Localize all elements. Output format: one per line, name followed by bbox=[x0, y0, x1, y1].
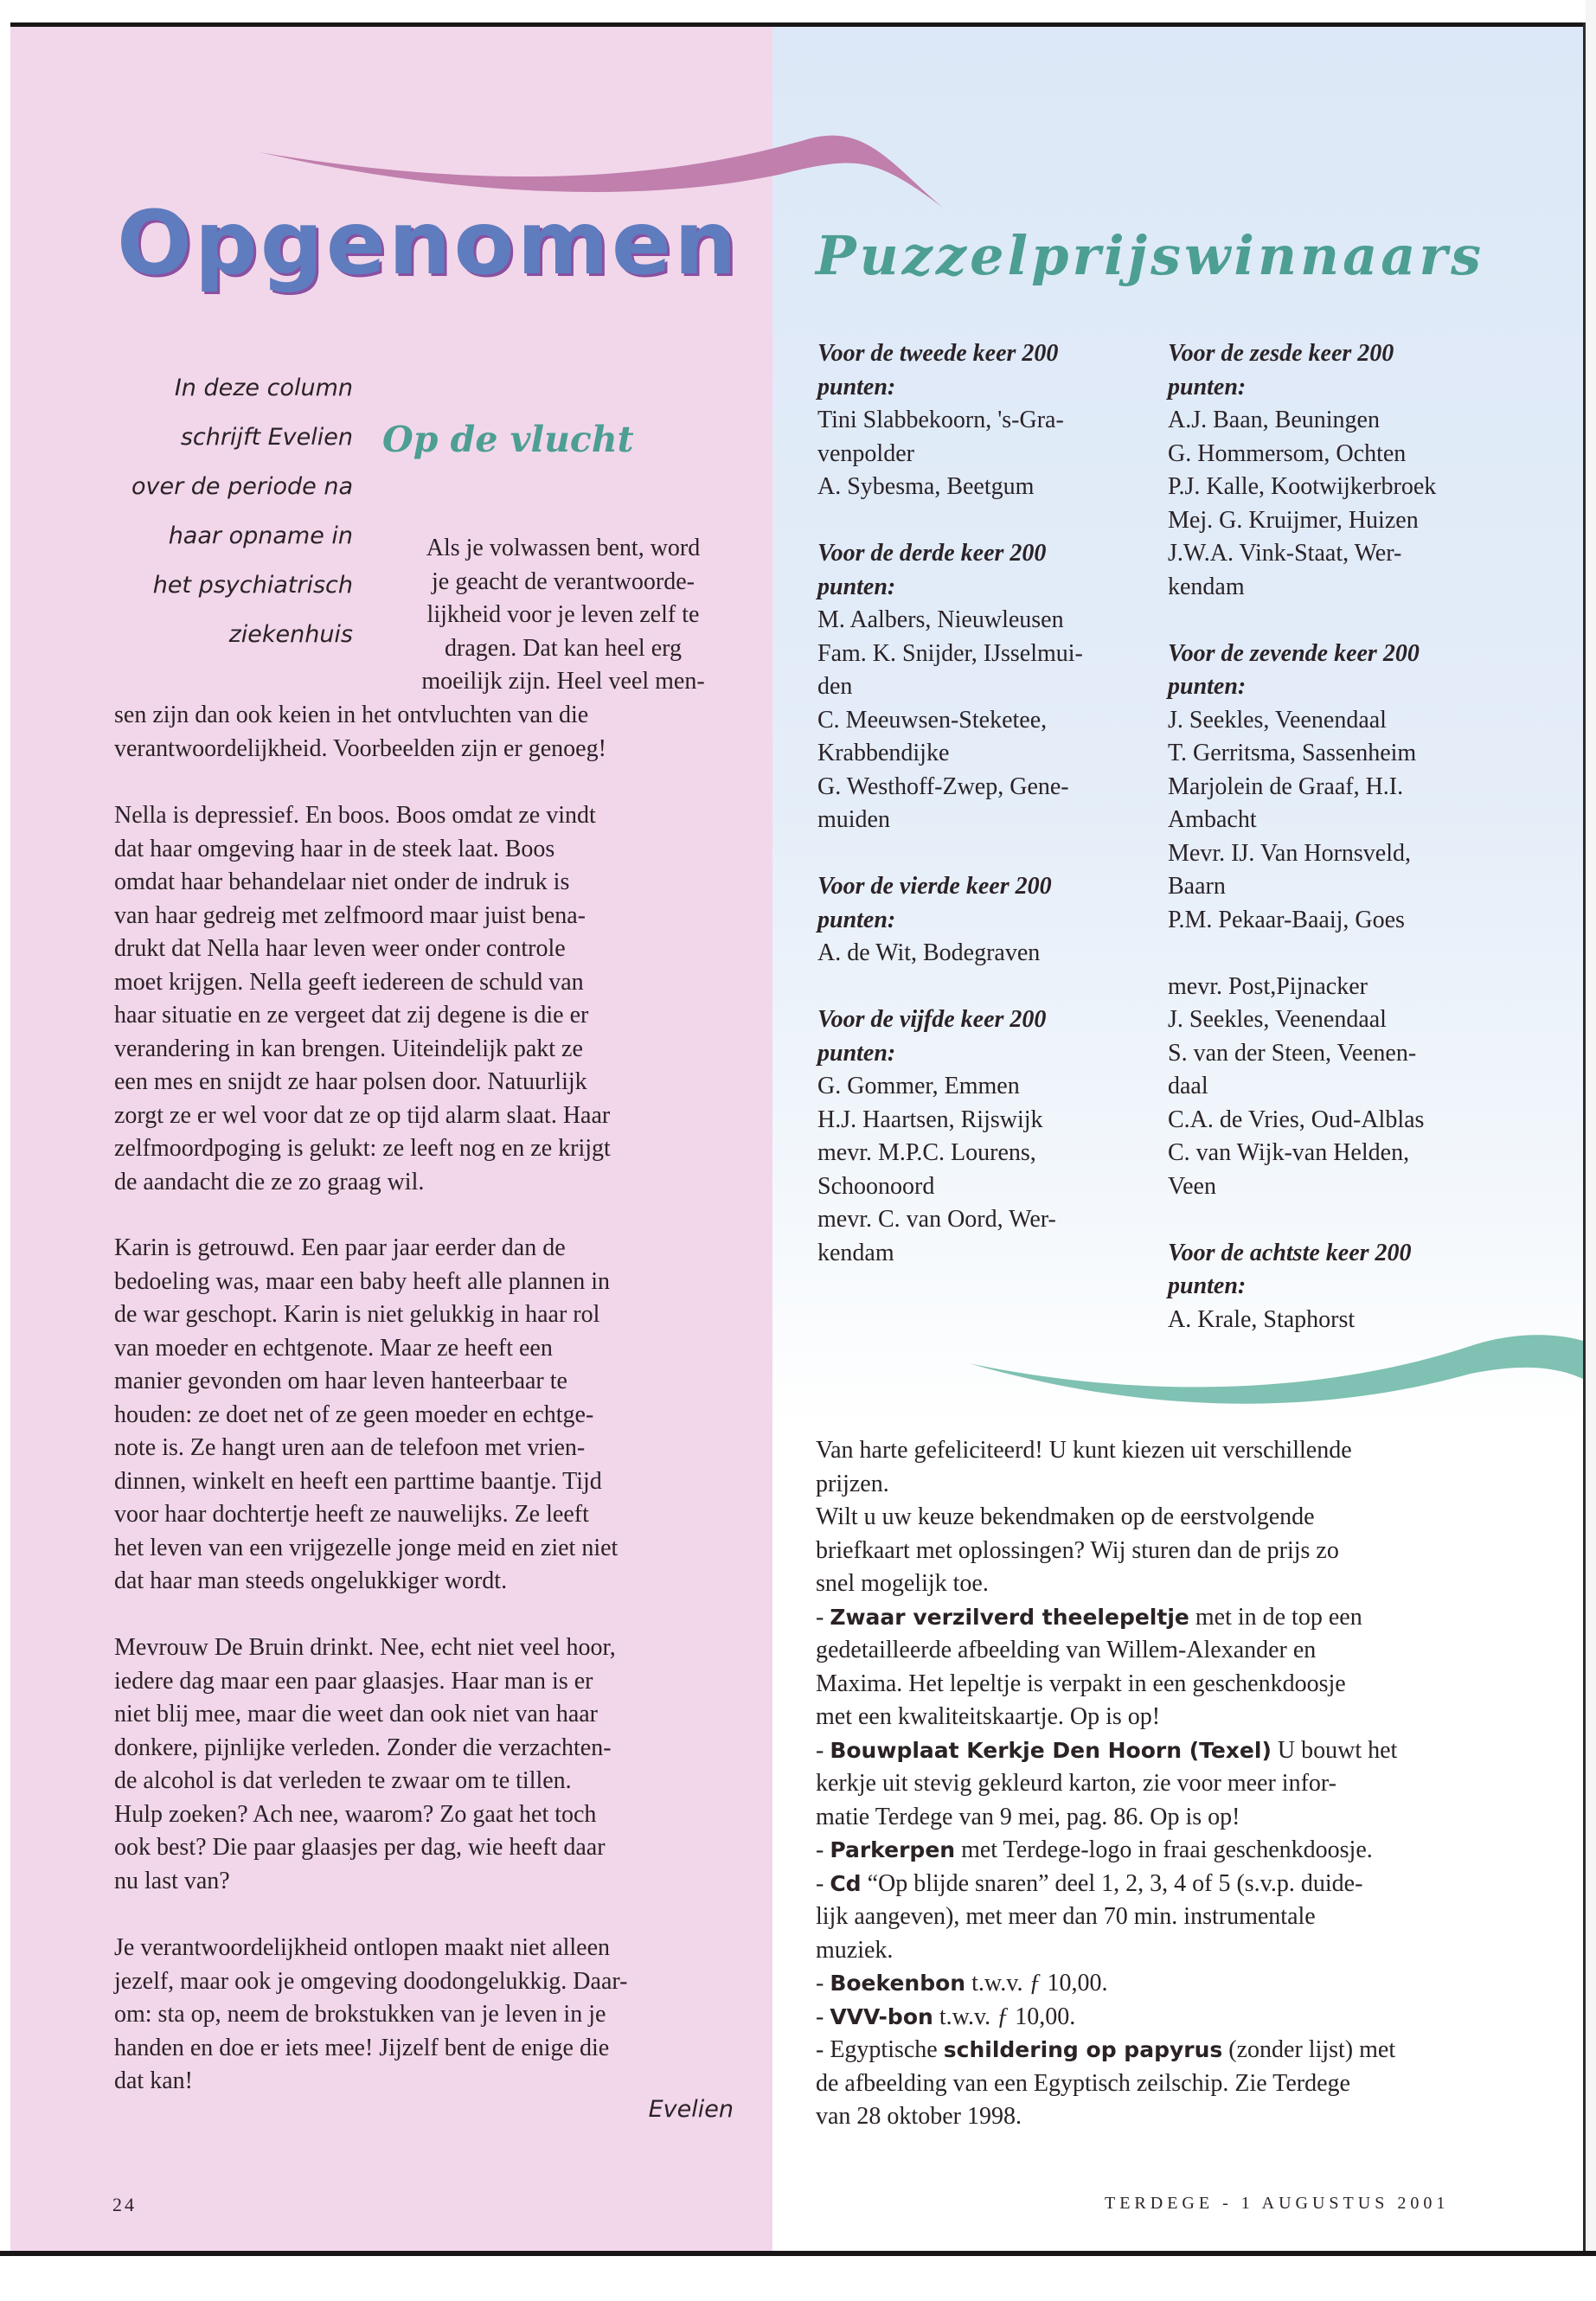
winner-name: Baarn bbox=[1168, 873, 1226, 900]
winners-group-heading: Voor de achtste keer 200 bbox=[1168, 1239, 1412, 1266]
winners-group-heading: Voor de derde keer 200 bbox=[817, 540, 1047, 567]
winners-group-heading: Voor de zesde keer 200 bbox=[1168, 340, 1394, 367]
scan-border-left bbox=[0, 0, 10, 2301]
winners-group-heading: Voor de vierde keer 200 bbox=[817, 873, 1052, 900]
winners-group bbox=[817, 337, 1129, 504]
prize-line bbox=[816, 1934, 1473, 1968]
text-line: de war geschopt. Karin is niet gelukkig in haar rol bbox=[114, 1301, 600, 1328]
winner-name: mevr. Post,Pijnacker bbox=[1168, 972, 1368, 1000]
winners-group bbox=[1168, 337, 1548, 604]
prizes-list bbox=[816, 1434, 1473, 2134]
prize-name: Bouwplaat Kerkje Den Hoorn (Texel) bbox=[830, 1737, 1272, 1763]
winners-group-heading: punten: bbox=[817, 906, 896, 933]
text-line: je geacht de verantwoorde- bbox=[432, 567, 695, 595]
text-line: note is. Ze hangt uren aan de telefoon met vrien- bbox=[114, 1434, 586, 1461]
text-line: houden: ze doet net of ze geen moeder en echtge- bbox=[114, 1400, 594, 1428]
prize-line bbox=[816, 1434, 1473, 1468]
teal-swoosh bbox=[0, 1289, 1596, 1445]
winner-name: Ambacht bbox=[1168, 806, 1257, 833]
prize-text: - bbox=[816, 1836, 830, 1863]
winners-group bbox=[1168, 638, 1548, 938]
intro-line: ziekenhuis bbox=[228, 621, 353, 648]
text-line: de aandacht die ze zo graag wil. bbox=[114, 1168, 425, 1195]
prize-text: ƒ bbox=[997, 2003, 1010, 2030]
prize-line bbox=[816, 1900, 1473, 1934]
prize-text: - bbox=[816, 1736, 830, 1764]
winner-name: Tini Slabbekoorn, 's-Gra- bbox=[817, 407, 1064, 433]
text-line: handen en doe er iets mee! Jijzelf bent de enige die bbox=[114, 2034, 610, 2061]
prize-line bbox=[816, 1801, 1473, 1835]
text-line: Je verantwoordelijkheid ontlopen maakt niet alleen bbox=[114, 1934, 611, 1961]
prize-line bbox=[816, 2067, 1473, 2101]
winner-name: G. Hommersom, Ochten bbox=[1168, 439, 1407, 467]
winners-group-heading: punten: bbox=[817, 573, 896, 600]
prize-name: Cd bbox=[830, 1870, 862, 1896]
winner-name: A.J. Baan, Beuningen bbox=[1168, 407, 1380, 433]
winner-name: Fam. K. Snijder, IJsselmui- bbox=[817, 639, 1083, 667]
text-line: lijkheid voor je leven zelf te bbox=[426, 601, 700, 628]
text-line: Als je volwassen bent, word bbox=[426, 535, 701, 561]
text-line: het leven van een vrijgezelle jonge meid en ziet niet bbox=[114, 1534, 619, 1561]
winner-name: mevr. M.P.C. Lourens, bbox=[817, 1139, 1036, 1166]
winner-name: H.J. Haartsen, Rijswijk bbox=[817, 1106, 1043, 1133]
winner-name: Veen bbox=[1168, 1172, 1216, 1200]
text-line: niet blij mee, maar die weet dan ook niet van haar bbox=[114, 1701, 599, 1727]
article-paragraph-nella bbox=[114, 799, 744, 1199]
winner-name: Mevr. IJ. Van Hornsveld, bbox=[1168, 839, 1412, 867]
winner-name: C.A. de Vries, Oud-Alblas bbox=[1168, 1106, 1425, 1133]
winner-name: venpolder bbox=[817, 439, 914, 467]
winners-group bbox=[817, 537, 1129, 837]
prize-line bbox=[816, 1567, 1473, 1601]
intro-line: In deze column bbox=[174, 375, 353, 401]
intro-line: schrijft Evelien bbox=[180, 424, 353, 451]
prize-text: gedetailleerde afbeelding van Willem-Alexander en bbox=[816, 1637, 1317, 1663]
prize-name: Parkerpen bbox=[830, 1837, 956, 1862]
prize-text: - bbox=[816, 1869, 830, 1897]
winner-name: M. Aalbers, Nieuwleusen bbox=[817, 606, 1064, 633]
prize-text: t.w.v. bbox=[965, 1970, 1029, 1997]
prize-text: Wilt u uw keuze bekendmaken op de eerstvolgende bbox=[816, 1503, 1315, 1530]
text-line: Mevrouw De Bruin drinkt. Nee, echt niet veel hoor, bbox=[114, 1634, 616, 1661]
text-line: drukt dat Nella haar leven weer onder controle bbox=[114, 935, 566, 962]
prize-text: prijzen. bbox=[816, 1470, 889, 1497]
prize-text: Maxima. Het lepeltje is verpakt in een geschenkdoosje bbox=[816, 1670, 1346, 1697]
scan-edge-bottom bbox=[0, 2251, 1596, 2256]
scan-edge-top bbox=[0, 22, 1596, 27]
winners-group bbox=[817, 870, 1129, 971]
prize-text: van 28 oktober 1998. bbox=[816, 2103, 1022, 2130]
text-line: sen zijn dan ook keien in het ontvluchten van die bbox=[114, 702, 589, 728]
prize-text: briefkaart met oplossingen? Wij sturen dan de prijs zo bbox=[816, 1536, 1339, 1564]
prize-name: schildering op papyrus bbox=[943, 2037, 1223, 2062]
prize-text: U bouwt het bbox=[1271, 1736, 1398, 1764]
scan-border-top bbox=[0, 0, 1596, 22]
prize-name: Zwaar verzilverd theelepeltje bbox=[830, 1604, 1189, 1630]
prize-line bbox=[816, 1967, 1473, 2001]
text-line: iedere dag maar een paar glaasjes. Haar man is er bbox=[114, 1667, 593, 1695]
prize-line bbox=[816, 1535, 1473, 1568]
text-line: nu last van? bbox=[114, 1867, 230, 1894]
winner-name: J.W.A. Vink-Staat, Wer- bbox=[1168, 540, 1402, 567]
text-line: verantwoordelijkheid. Voorbeelden zijn er genoeg! bbox=[114, 734, 606, 762]
column-title: Opgenomen bbox=[117, 192, 740, 295]
prize-text: (zonder lijst) met bbox=[1222, 2036, 1396, 2063]
prize-line bbox=[816, 1701, 1473, 1734]
text-line: zorgt ze er wel voor dat ze op tijd alarm slaat. Haar bbox=[114, 1101, 611, 1129]
winner-name: Schoonoord bbox=[817, 1172, 935, 1200]
winner-name: kendam bbox=[1168, 573, 1245, 600]
text-line: haar situatie en ze vergeet dat zij degene is die er bbox=[114, 1002, 589, 1029]
winners-group-heading: punten: bbox=[1168, 673, 1247, 700]
winner-name: A. Krale, Staphorst bbox=[1168, 1305, 1356, 1333]
article-signature: Evelien bbox=[648, 2096, 734, 2123]
text-line: Hulp zoeken? Ach nee, waarom? Zo gaat het toch bbox=[114, 1800, 597, 1828]
prize-line bbox=[816, 1501, 1473, 1535]
winner-name: P.J. Kalle, Kootwijkerbroek bbox=[1168, 473, 1437, 500]
winner-name: Krabbendijke bbox=[817, 740, 950, 766]
prize-text: met een kwaliteitskaartje. Op is op! bbox=[816, 1703, 1161, 1730]
intro-line: over de periode na bbox=[131, 473, 353, 500]
winner-name: S. van der Steen, Veenen- bbox=[1168, 1039, 1417, 1067]
prize-text: matie Terdege van 9 mei, pag. 86. Op is op! bbox=[816, 1803, 1240, 1830]
winner-name: den bbox=[817, 673, 853, 700]
prize-text: “Op blijde snaren” deel 1, 2, 3, 4 of 5 (s.v.p. duide- bbox=[861, 1869, 1363, 1897]
prize-line bbox=[816, 1668, 1473, 1702]
winner-name: T. Gerritsma, Sassenheim bbox=[1168, 740, 1417, 766]
prize-text: - Egyptische bbox=[816, 2036, 944, 2063]
text-line: dragen. Dat kan heel erg bbox=[445, 634, 682, 662]
prize-name: VVV-bon bbox=[830, 2003, 933, 2029]
prize-line bbox=[816, 1834, 1473, 1868]
text-line: van haar gedreig met zelfmoord maar juist bena- bbox=[114, 901, 586, 929]
winners-column-1 bbox=[817, 337, 1129, 1304]
prize-text: 10,00. bbox=[1009, 2003, 1076, 2030]
text-line: verandering in kan brengen. Uiteindelijk pakt ze bbox=[114, 1035, 583, 1062]
prize-text: snel mogelijk toe. bbox=[816, 1570, 989, 1597]
text-line: voor haar dochtertje heeft ze nauwelijks. Ze leeft bbox=[114, 1501, 589, 1528]
article-lead bbox=[382, 532, 744, 699]
text-line: de alcohol is dat verleden te zwaar om te tillen. bbox=[114, 1767, 572, 1794]
winner-name: J. Seekles, Veenendaal bbox=[1168, 1006, 1387, 1033]
winners-group-heading: punten: bbox=[817, 1039, 896, 1067]
text-line: manier gevonden om haar leven hanteerbaar te bbox=[114, 1368, 567, 1394]
text-line: jezelf, maar ook je omgeving doodongelukkig. Daar- bbox=[114, 1967, 628, 1995]
winners-group-heading: punten: bbox=[1168, 373, 1247, 401]
winners-group-heading: Voor de tweede keer 200 bbox=[817, 340, 1059, 367]
prize-text: muziek. bbox=[816, 1936, 894, 1964]
scan-border-right bbox=[1586, 0, 1596, 2301]
winner-name: A. de Wit, Bodegraven bbox=[817, 939, 1041, 966]
winner-name: C. Meeuwsen-Steketee, bbox=[817, 706, 1048, 734]
prize-text: 10,00. bbox=[1041, 1970, 1108, 1997]
text-line: dat haar omgeving haar in de steek laat. Boos bbox=[114, 835, 555, 862]
prize-line bbox=[816, 2100, 1473, 2134]
page-number: 24 bbox=[112, 2194, 137, 2215]
text-line: dat kan! bbox=[114, 2067, 193, 2094]
prize-text: de afbeelding van een Egyptisch zeilschip. Zie Terdege bbox=[816, 2069, 1350, 2097]
winners-group-heading: Voor de vijfde keer 200 bbox=[817, 1006, 1047, 1033]
article-subtitle: Op de vlucht bbox=[382, 419, 634, 460]
prize-text: lijk aangeven), met meer dan 70 min. instrumentale bbox=[816, 1903, 1316, 1930]
winner-name: A. Sybesma, Beetgum bbox=[817, 473, 1035, 500]
text-line: ook best? Die paar glaasjes per dag, wie heeft daar bbox=[114, 1834, 606, 1861]
intro-line: haar opname in bbox=[168, 522, 353, 549]
winner-name: muiden bbox=[817, 806, 890, 833]
article-paragraph-de-bruin bbox=[114, 1631, 744, 1898]
winner-name: C. van Wijk-van Helden, bbox=[1168, 1139, 1410, 1166]
article-lead-continued bbox=[114, 699, 744, 766]
prize-line bbox=[816, 1868, 1473, 1901]
prize-name: Boekenbon bbox=[830, 1971, 966, 1996]
winners-title: Puzzelprijswinnaars bbox=[816, 224, 1485, 287]
text-line: dat haar man steeds ongelukkiger wordt. bbox=[114, 1567, 508, 1594]
winners-column-2 bbox=[1168, 337, 1548, 1370]
prize-line bbox=[816, 1601, 1473, 1635]
winners-group-heading: Voor de zevende keer 200 bbox=[1168, 639, 1420, 667]
prize-text: - bbox=[816, 1603, 830, 1631]
prize-text: ƒ bbox=[1029, 1970, 1042, 1997]
scan-edge-right bbox=[1583, 22, 1586, 2289]
winners-group bbox=[817, 1003, 1129, 1270]
scan-border-bottom bbox=[0, 2253, 1596, 2301]
prize-text: kerkje uit stevig gekleurd karton, zie voor meer infor- bbox=[816, 1770, 1336, 1797]
prize-text: Van harte gefeliciteerd! U kunt kiezen uit verschillende bbox=[816, 1437, 1352, 1464]
prize-line bbox=[816, 1767, 1473, 1801]
winner-name: Marjolein de Graaf, H.I. bbox=[1168, 772, 1404, 800]
prize-line bbox=[816, 1734, 1473, 1768]
intro-line: het psychiatrisch bbox=[152, 572, 353, 599]
running-footer: TERDEGE - 1 AUGUSTUS 2001 bbox=[1105, 2194, 1450, 2213]
prize-line bbox=[816, 1634, 1473, 1668]
text-line: van moeder en echtgenote. Maar ze heeft een bbox=[114, 1334, 553, 1362]
text-line: dinnen, winkelt en heeft een parttime baantje. Tijd bbox=[114, 1467, 602, 1495]
winner-name: P.M. Pekaar-Baaij, Goes bbox=[1168, 906, 1405, 933]
winner-name: kendam bbox=[817, 1239, 894, 1266]
winner-name: daal bbox=[1168, 1073, 1208, 1099]
article-paragraph-conclusion bbox=[114, 1932, 744, 2099]
prize-text: met Terdege-logo in fraai geschenkdoosje. bbox=[955, 1836, 1373, 1863]
prize-line bbox=[816, 2001, 1473, 2035]
column-intro bbox=[112, 363, 353, 659]
text-line: Karin is getrouwd. Een paar jaar eerder dan de bbox=[114, 1234, 566, 1261]
text-line: een mes en snijdt ze haar polsen door. Natuurlijk bbox=[114, 1068, 587, 1095]
winner-name: G. Gommer, Emmen bbox=[817, 1073, 1020, 1099]
prize-text: - bbox=[816, 1970, 830, 1997]
winner-name: Mej. G. Kruijmer, Huizen bbox=[1168, 506, 1419, 534]
prize-text: met in de top een bbox=[1189, 1603, 1362, 1631]
text-line: Nella is depressief. En boos. Boos omdat ze vindt bbox=[114, 802, 596, 829]
text-line: moeilijk zijn. Heel veel men- bbox=[421, 668, 705, 695]
text-line: donkere, pijnlijke verleden. Zonder die verzachten- bbox=[114, 1734, 612, 1761]
winner-name: G. Westhoff-Zwep, Gene- bbox=[817, 772, 1069, 800]
prize-text: - bbox=[816, 2003, 830, 2030]
winners-group-heading: punten: bbox=[1168, 1272, 1247, 1299]
winner-name: mevr. C. van Oord, Wer- bbox=[817, 1206, 1056, 1233]
prize-text: t.w.v. bbox=[933, 2003, 997, 2030]
winners-group-heading: punten: bbox=[817, 373, 896, 401]
winner-name: J. Seekles, Veenendaal bbox=[1168, 706, 1387, 734]
text-line: bedoeling was, maar een baby heeft alle plannen in bbox=[114, 1267, 610, 1295]
text-line: moet krijgen. Nella geeft iedereen de schuld van bbox=[114, 968, 584, 996]
text-line: omdat haar behandelaar niet onder de indruk is bbox=[114, 868, 570, 895]
prize-line bbox=[816, 1468, 1473, 1502]
mauve-swoosh bbox=[0, 0, 1596, 225]
winners-group bbox=[1168, 971, 1548, 1204]
text-line: zelfmoordpoging is gelukt: ze leeft nog en ze krijgt bbox=[114, 1135, 611, 1162]
prize-line bbox=[816, 2034, 1473, 2067]
text-line: om: sta op, neem de brokstukken van je leven in je bbox=[114, 2001, 606, 2028]
